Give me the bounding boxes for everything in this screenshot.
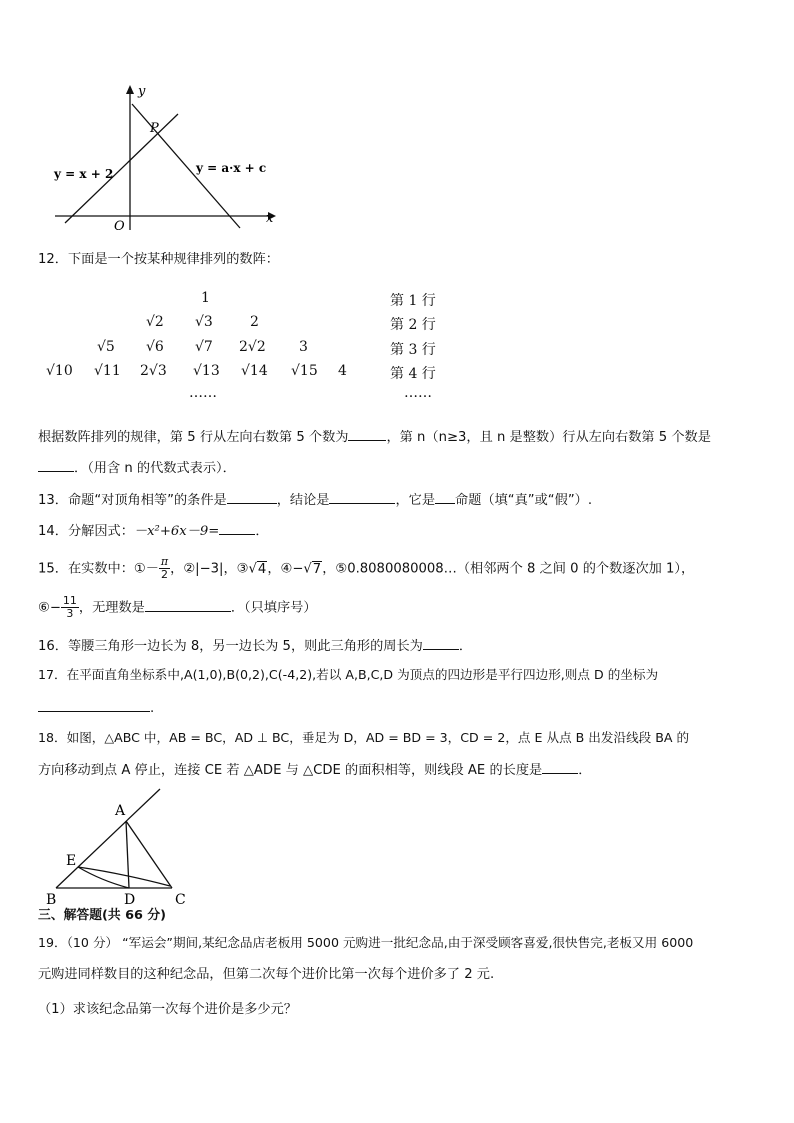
matrix-r4c7: 4 bbox=[338, 363, 347, 379]
q13-blank2[interactable] bbox=[329, 489, 395, 504]
row-label-1: 第 1 行 bbox=[390, 293, 436, 309]
matrix-r3c4: 2√2 bbox=[239, 339, 266, 355]
q19-line2: 元购进同样数目的这种纪念品，但第二次每个进价比第一次每个进价多了 2 元. bbox=[38, 967, 495, 982]
q13-blank1[interactable] bbox=[227, 489, 277, 504]
point-p-label: P bbox=[150, 121, 159, 136]
q16-blank[interactable] bbox=[423, 635, 459, 650]
q15-line2 bbox=[38, 595, 317, 620]
q15-text-a: 15．在实数中： bbox=[38, 561, 134, 577]
q15-pi: π bbox=[160, 555, 169, 568]
matrix-r4c3: 2√3 bbox=[140, 363, 167, 379]
q15-sqrt4: 4 bbox=[257, 561, 267, 577]
row-label-dots: …… bbox=[404, 385, 432, 401]
matrix-r3c2: √6 bbox=[146, 339, 164, 355]
q15-c4: ，④ bbox=[267, 561, 293, 577]
q16-text-a: 16．等腰三角形一边长为 8，另一边长为 5，则此三角形的周长为 bbox=[38, 639, 423, 654]
row-label-2: 第 2 行 bbox=[390, 317, 436, 333]
line1-label: y = x + 2 bbox=[54, 167, 114, 181]
q15-minus2: − bbox=[49, 600, 61, 616]
q12-text1: 根据数阵排列的规律，第 5 行从左向右数第 5 个数为 bbox=[38, 430, 349, 445]
matrix-r2c1: √2 bbox=[146, 314, 164, 330]
matrix-r4c2: √11 bbox=[94, 363, 121, 379]
linear-functions-graph bbox=[50, 82, 280, 232]
q15-three: 3 bbox=[66, 607, 74, 620]
q15-two: 2 bbox=[161, 568, 169, 581]
matrix-r1c1: 1 bbox=[201, 290, 210, 306]
q15-c3: ，③ bbox=[223, 561, 249, 577]
q15-abs: |−3| bbox=[195, 561, 224, 577]
q12-text2: ，第 n（n≥3，且 n 是整数）行从左向右数第 5 个数是 bbox=[386, 430, 711, 445]
matrix-r3c5: 3 bbox=[299, 339, 308, 355]
q18-line2 bbox=[38, 759, 591, 781]
q15-c1: ① bbox=[133, 561, 146, 577]
q15-line1: 15．在实数中：①－ $\frac{\pi}{2}$ ，②|−3|，③√4，④−√7，⑤0.8080080008…（相邻两个 8 之间 0 的个数逐次加 1）， bbox=[38, 555, 695, 581]
q17-blank[interactable] bbox=[38, 697, 150, 712]
matrix-dots: …… bbox=[189, 385, 217, 401]
q13-text-a: 13．命题“对顶角相等”的条件是 bbox=[38, 493, 227, 508]
q19-line1: 19．（10 分） “军运会”期间,某纪念品店老板用 5000 元购进一批纪念品,由于深受顾客喜爱,很快售完,老板又用 6000 bbox=[38, 935, 694, 950]
fig-label-c: C bbox=[175, 892, 186, 907]
q19-part1: （1）求该纪念品第一次每个进价是多少元？ bbox=[38, 1002, 297, 1017]
y-axis-label: y bbox=[138, 84, 146, 99]
q14 bbox=[38, 520, 269, 542]
q15-blank[interactable] bbox=[145, 597, 231, 612]
q14-text-a: 14．分解因式： bbox=[38, 524, 134, 539]
q15-c6: ⑥ bbox=[38, 600, 50, 616]
matrix-r4c6: √15 bbox=[291, 363, 318, 379]
q18-blank[interactable] bbox=[542, 759, 578, 774]
q16-text-b: ． bbox=[458, 639, 473, 654]
fig-label-e: E bbox=[66, 853, 77, 869]
q13-text-b: ，结论是 bbox=[276, 493, 330, 508]
matrix-r2c2: √3 bbox=[195, 314, 213, 330]
triangle-figure bbox=[40, 785, 200, 907]
matrix-r3c1: √5 bbox=[97, 339, 115, 355]
q14-text-b: ． bbox=[255, 524, 269, 539]
q15-pi-over-2 bbox=[159, 556, 170, 581]
q15-neg: − bbox=[292, 561, 304, 577]
q13-text-d: 命题（填“真”或“假”）. bbox=[455, 493, 593, 508]
x-axis-label: x bbox=[266, 211, 274, 226]
matrix-r4c1: √10 bbox=[46, 363, 73, 379]
q12-text3: ．（用含 n 的代数式表示）． bbox=[74, 461, 236, 476]
matrix-r3c3: √7 bbox=[195, 339, 213, 355]
q15-tail1: ，无理数是 bbox=[78, 600, 145, 616]
row-label-4: 第 4 行 bbox=[390, 366, 436, 382]
matrix-r4c5: √14 bbox=[241, 363, 268, 379]
fig-label-a: A bbox=[115, 803, 126, 819]
q13-text-c: ，它是 bbox=[395, 493, 436, 508]
fig-label-b: B bbox=[46, 892, 57, 907]
q12-blank1[interactable] bbox=[348, 426, 386, 441]
q18-line1: 18．如图，△ABC 中，AB = BC，AD ⊥ BC，垂足为 D，AD = BD = 3，CD = 2，点 E 从点 B 出发沿线段 BA 的 bbox=[38, 730, 690, 745]
q12-blank2[interactable] bbox=[38, 457, 74, 472]
q14-blank[interactable] bbox=[219, 520, 255, 535]
q18-text-c: ． bbox=[578, 763, 592, 778]
q14-expression: －x²+6x－9= bbox=[133, 524, 220, 539]
matrix-r4c4: √13 bbox=[193, 363, 220, 379]
origin-label: O bbox=[114, 219, 125, 232]
q15-minus: － bbox=[145, 561, 159, 577]
q15-sqrt7: 7 bbox=[312, 561, 322, 577]
line2-label: y = a·x + c bbox=[196, 161, 267, 175]
q18-text-b: 方向移动到点 A 停止，连接 CE 若 △ADE 与 △CDE 的面积相等，则线段 AE 的长度是 bbox=[38, 763, 543, 778]
q12-line1 bbox=[38, 426, 711, 448]
q12-line2 bbox=[38, 457, 236, 479]
q17-line2 bbox=[38, 697, 154, 719]
q15-c5: ，⑤0.8080080008…（相邻两个 8 之间 0 的个数逐次加 1）， bbox=[322, 561, 695, 577]
q13 bbox=[38, 489, 592, 511]
q13-blank3[interactable] bbox=[435, 489, 455, 504]
q17-text-b: . bbox=[150, 701, 155, 716]
q15-eleven: 11 bbox=[62, 594, 77, 607]
q15-11-over-3 bbox=[61, 595, 79, 620]
matrix-r2c3: 2 bbox=[250, 314, 259, 330]
q17-line1: 17．在平面直角坐标系中,A(1,0),B(0,2),C(-4,2),若以 A,B,C,D 为顶点的四边形是平行四边形,则点 D 的坐标为 bbox=[38, 667, 659, 682]
fig-label-d: D bbox=[124, 892, 136, 907]
q12-stem: 12．下面是一个按某种规律排列的数阵： bbox=[38, 252, 279, 267]
q16 bbox=[38, 635, 472, 657]
q15-c2: ，② bbox=[170, 561, 196, 577]
row-label-3: 第 3 行 bbox=[390, 342, 436, 358]
q15-tail2: ．（只填序号） bbox=[230, 600, 317, 616]
section-heading: 三、解答题(共 66 分) bbox=[38, 908, 166, 923]
